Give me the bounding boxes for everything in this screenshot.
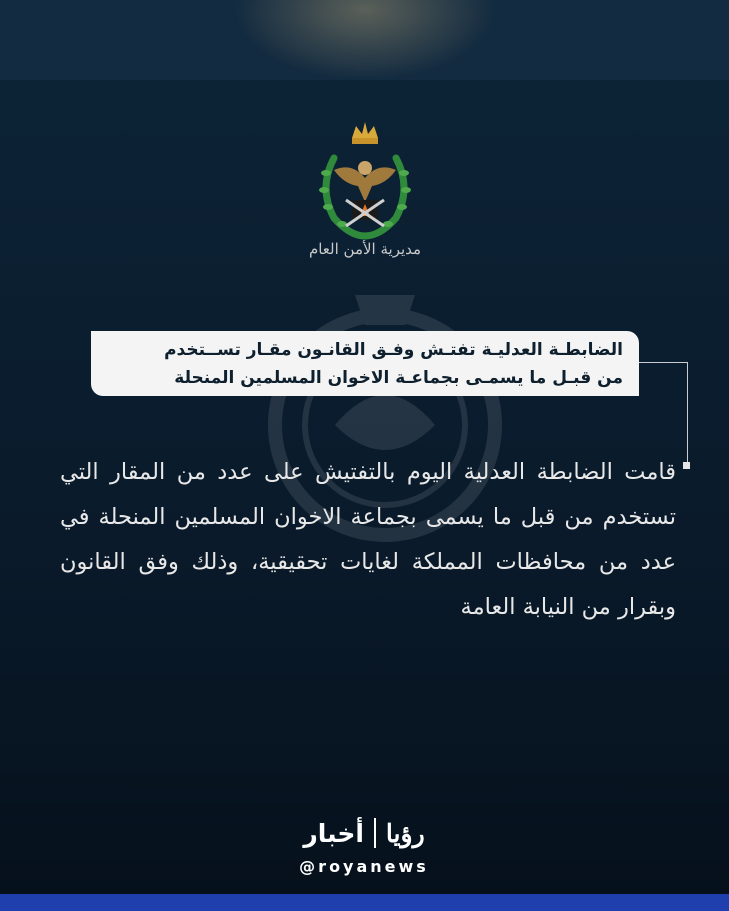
body-paragraph: قامت الضابطة العدلية اليوم بالتفتيش على عدد من المقار التي تستخدم من قبل ما يسمى بجماعة الاخوان المسلمين المنحلة في عدد من محافظات المملكة لغايات تحقيقية، وذلك وفق القانون وبقرار من النيابة العامة bbox=[60, 459, 676, 620]
top-banner-strip bbox=[0, 0, 729, 80]
roya-news-logo bbox=[278, 812, 450, 854]
logo-news-word: أخبار bbox=[303, 818, 364, 848]
logo-divider bbox=[374, 818, 376, 848]
bottom-accent-bar bbox=[0, 894, 729, 911]
social-handle: @royanews bbox=[299, 857, 429, 876]
public-security-emblem-icon bbox=[312, 118, 418, 243]
headline-box bbox=[91, 331, 639, 396]
bullet-marker bbox=[683, 462, 690, 469]
headline-line-2: من قبـل ما يسمـى بجماعـة الاخوان المسلمين المنحلة bbox=[174, 367, 623, 388]
logo-brand-word: رؤيا bbox=[385, 818, 425, 848]
emblem-caption: مديرية الأمن العام bbox=[308, 240, 422, 258]
headline-line-1: الضابطـة العدليـة تفتـش وفـق القانـون مقـار تســتخدم bbox=[164, 339, 623, 360]
